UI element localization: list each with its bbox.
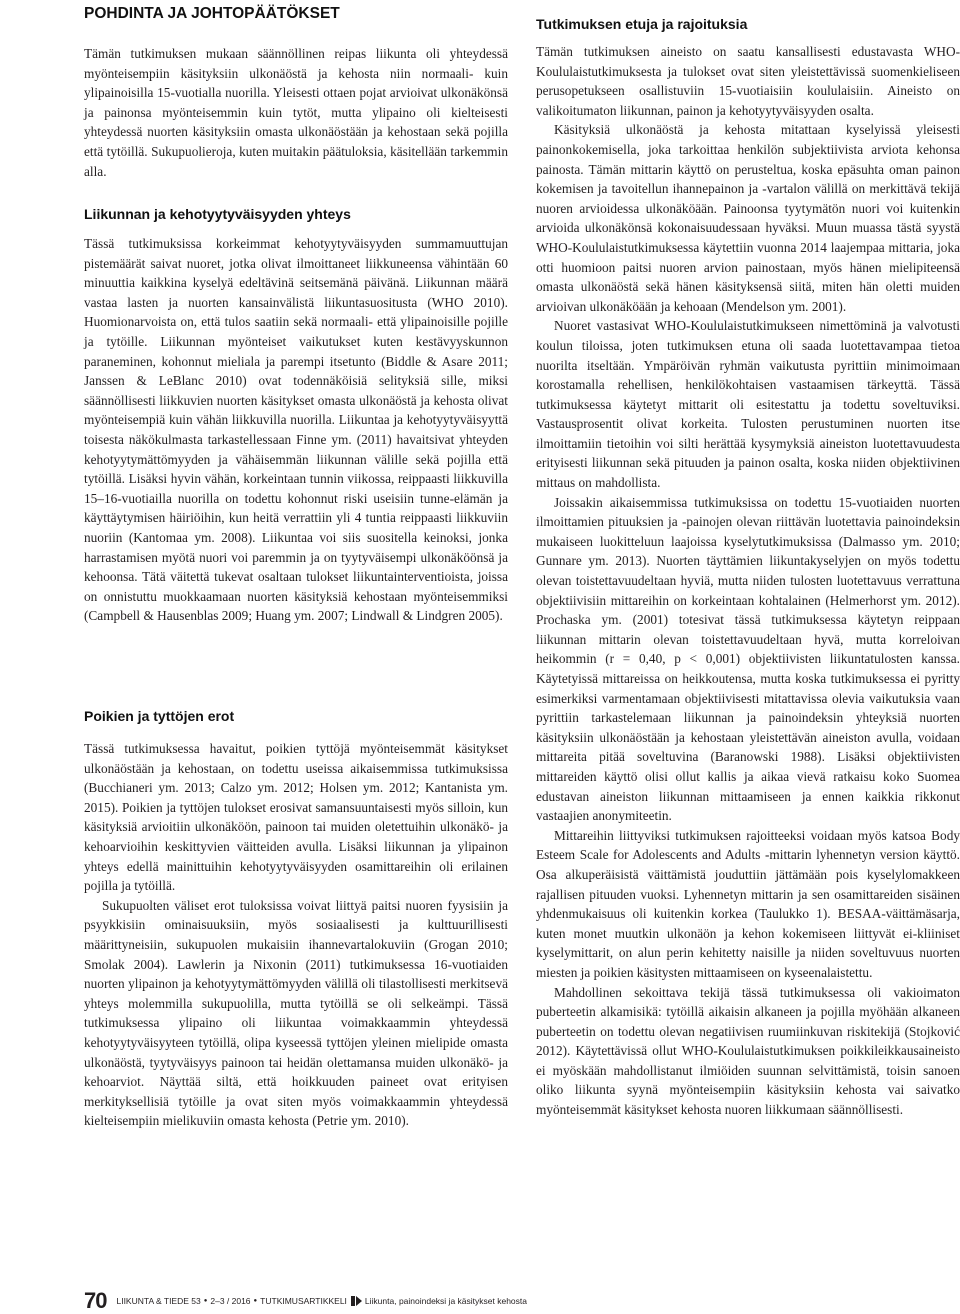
footer-article-title: Liikunta, painoindeksi ja käsitykset kehosta [364,1296,527,1306]
strengths-paragraph-5: Mittareihin liittyviksi tutkimuksen rajoitteeksi voidaan myös katsoa Body Esteem Scale for Adolescents and Adults -mittarin lyhennetyn version käyttö. Osa alkuperäisistä väittämistä jouduttiin jättämään pois kyselylomakkeen rajallisen pituuden vuoksi. Lyhennetyn mittarin ja sen osamittareiden sisäinen yhdenmukaisuus oli kuitenkin korkea (Taulukko 1). BESAA-väittämäsarja, kuten monet muutkin ulkonäön ja kehon kokemiseen liittyvät ei-kliiniset kyselymittarit, on alun perin kehitetty naisille ja niiden soveltuvuus nuorten miesten ja poikien käsitysten mittaamiseen on kyseenalaistettu. [536,827,960,980]
heading-exercise-body-satisfaction: Liikunnan ja kehotyytyväisyyden yhteys [84,206,351,222]
strengths-block [536,42,960,1120]
footer-issue: 2–3 / 2016 [210,1296,251,1306]
strengths-paragraph-1: Tämän tutkimuksen aineisto on saatu kansallisesti edustavasta WHO-Koululaistutkimuksesta ja tulokset ovat siten yleistettävissä suomenkieliseen perusopetukseen osallistuviin 15-vuotiaisiin koululaisiin. Aineisto on valikoitumaton liikunnan, painon ja kehotyytyväisyyden osalta. [536,44,960,118]
journal-logo-icon [351,1296,362,1306]
footer-section: TUTKIMUSARTIKKELI [260,1296,347,1306]
section-title-discussion: POHDINTA JA JOHTOPÄÄTÖKSET [84,5,340,22]
strengths-paragraph-6: Mahdollinen sekoittava tekijä tässä tutkimuksessa oli vakioimaton puberteetin alkamisikä: tytöillä aikaisin alkaneen ja pojilla myöhään alkaneen puberteetin on todettu olevan negatiivisen ruumiinkuvan riskitekijä (Stojković 2012). Käytettävissä ollut WHO-Koululaistutkimuksen poikkileikkausaineisto ei myöskään mahdollistanut ilmiöiden suunnan selvittämistä, toisin sanoen oliko liikunta syynä myönteisempiin käsityksiin kehosta vai saivatko myönteisemmät käsitykset kehosta nuoren liikkumaan säännöllisesti. [536,984,960,1118]
page-number: 70 [84,1288,107,1313]
strengths-paragraph-2: Käsityksiä ulkonäöstä ja kehosta mitattaan kyselyissä yleisesti painonkokemisella, joka tarkoittaa henkilön subjektiivista arviota kehonsa painosta. Tämän mittarin käyttö on perusteltua, koska epäsuhta oman painon kokemisen ja tavoitellun ihannepainon ja -vartalon välillä on merkittävä tekijä nuoren arvioidessa ulkonäköään. Painoonsa tyytymätön nuori voi kuitenkin arvioida ulkonäkönsä kokonaisuudessaan hyväksi. Muun muassa tästä syystä WHO-Koululaistutkimuksessa käytettiin vuonna 2014 laajempaa mittaria, joka otti huomioon paitsi nuoren arvion painostaan, myös hänen mielipiteensä omasta ulkonäöstä sekä hänen käsityksensä siitä, miten hän oletti muiden arvioivan ulkonäköään ja kehoaan (Mendelson ym. 2001). [536,122,960,314]
footer-journal: LIIKUNTA & TIEDE 53 [116,1296,201,1306]
page-footer [84,1288,784,1314]
intro-block [84,44,508,181]
exercise-block [84,234,508,626]
gender-paragraph-2: Sukupuolten väliset erot tuloksissa voivat liittyä paitsi nuoren fyysisiin ja psyykkisiin ominaisuuksiin, myös sosiaalisesti ja kulttuurillisesti määrittyneisiin, sukupuolen mukaisiin ihannevartalokuviin (Grogan 2010; Smolak 2004). Lawlerin ja Nixonin (2011) tutkimuksessa 16-vuotiaiden nuorten ylipainon ja kehotyytymättömyyden välillä oli tilastollisesti merkitsevä yhteys molemmilla sukupuolilla, mutta tytöillä se oli selkeämpi. Tässä tutkimuksessa ylipaino oli liikuntaa voimakkaammin yhteydessä kehotyytyväisyyteen tytöillä, olipa kyseessä tyttöjen yleinen mielipide omasta ulkonäöstä, tyytyväisyys painoon tai heidän olettamansa muiden ulkonäkö- ja kehoarviot. Näyttää siltä, että hoikkuuden paineet ovat erityisen merkityksellisiä tytöille ja ovat siten myös voimakkaammin yhteydessä kielteisempiin mielikuviin omasta kehosta (Petrie ym. 2010). [84,897,508,1129]
gender-paragraph-1: Tässä tutkimuksessa havaitut, poikien tyttöjä myönteisemmät käsitykset ulkonäöstään ja kehostaan, on todettu useissa aikaisemmissa tutkimuksissa (Bucchianeri ym. 2013; Calzo ym. 2012; Holsen ym. 2012; Kantanista ym. 2015). Poikien ja tyttöjen tulokset erosivat samansuuntaisesti myös silloin, kun käsityksiä arvioitiin ulkonäköön, painoon tai muiden oletettuihin ulkonäkö- ja kehoarvioihin keskittyvien väitteiden avulla. Lisäksi liikunnan ja ylipainon yhteys edellä mainittuihin kehotyytyväisyyden osamittareihin oli erilainen pojilla ja tytöillä. [84,741,508,894]
exercise-paragraph: Tässä tutkimuksissa korkeimmat kehotyytyväisyyden summamuuttujan pistemäärät saivat nuoret, jotka olivat ilmoittaneet liikkuneensa vähintään 60 minuuttia kaikkina kyselyä edeltävinä seitsemänä päivänä. Liikunnan määrä vastaa lasten ja nuorten kansainvälistä liikuntasuositusta (WHO 2010). Huomionarvoista on, että tulos saatiin sekä normaali- että ylipainoisille pojille ja tytöille. Liikunnan myönteiset vaikutukset kuten kestävyyskunnon paraneminen, kohonnut mieliala ja parempi itsetunto (Biddle & Asare 2011; Janssen & LeBlanc 2010) ovat todennäköisiä selityksiä sille, miksi säännöllisesti liikkuvien nuorten käsitykset omasta ulkonäöstä ja kehosta olivat myönteisempiä kuin vähän liikkuvilla nuorilla. Liikuntaa ja kehotyytyväisyyttä toisesta näkökulmasta tarkastellessaan Finne ym. (2011) havaitsivat yhteyden kehotyytymättömyyden ja vähäisemmän liikunnan välille sekä pojilla että tytöillä. Lisäksi hyvin vähän, korkeintaan tunnin viikossa, reippaasti liikkuvilla 15–16-vuotiailla nuorilla on todettu kohonnut riski useisiin tunne-elämän ja käyttäytymisen häiriöihin, kun heitä verrattiin yli 4 tuntia reippaasti liikkuviin nuoriin (Kantomaa ym. 2008). Liikuntaa voi siis suositella keinoksi, jonka harrastamisen myötä nuori voi paremmin ja on tyytyväisempi ulkonäköönsä ja kehoonsa. Tätä väitettä tukevat osaltaan tulokset liikuntainterventioista, joissa on onnistuttu muokkaamaan nuorten käsityksiä kehostaan myönteisemmiksi (Campbell & Hausenblas 2009; Huang ym. 2007; Lindwall & Lindgren 2005). [84,236,508,624]
section-title-strengths-limitations: Tutkimuksen etuja ja rajoituksia [536,16,748,32]
strengths-paragraph-4: Joissakin aikaisemmissa tutkimuksissa on todettu 15-vuotiaiden nuorten ilmoittamien pituuksien ja -painojen olevan riittävän luotettavia painoindeksin mukaiseen luokitteluun laajoissa kyselytutkimuksissa (Dalmasso ym. 2010; Gunnare ym. 2013). Nuorten täyttämien liikuntakyselyjen on myös todettu olevan toistettavuudeltaan hyviä, mutta niiden tulosten luotettavuus verrattuna objektiivisiin mittareihin on korkeintaan kohtalainen (Helmerhorst ym. 2012). Prochaska ym. (2001) totesivat tässä tutkimuksessa käytetyn reippaan liikunnan mittarin olevan toistettavuudeltaan hyvä, mutta korreloivan heikommin (r = 0,40, p < 0,001) objektiivisten liikuntatulosten kanssa. Käytetyissä mittareissa on heikkoutensa, mutta koska tutkimuksessa ei pyritty esimerkiksi varmentamaan objektiivisesti mitattavissa olevia vaikutuksia vaan pyrittiin tarkastelemaan liikunnan ja painoindeksin yhteyksiä nuorten käsityksiin ulkonäöstään ja kehostaan yleistettävän aineiston avulla, voidaan mittareita pitää soveltuvina (Baranowski 1988). Lisäksi objektiivisten mittareiden käyttö olisi ollut kallis ja aikaa vievä ratkaisu koko Suomea edustavan aineiston liikunnan mittaamiseen ja ennen kaikkia rikkonut vastaajien anonymiteetin. [536,494,960,824]
strengths-paragraph-3: Nuoret vastasivat WHO-Koululaistutkimukseen nimettöminä ja valvotusti koulun tiloissa, joten tutkimuksen etuna oli saada luotettavampaa tietoa nuorilta itseltään. Ympäröivän ryhmän vaikutusta pyrittiin minimoimaan korostamalla rehellisen, henkilökohtaisen vastaamisen tärkeyttä. Tässä tutkimuksessa käytetyt mittarit oli esitestattu ja todettu soveltuviksi. Vastausprosentit olivat korkeita. Tulosten perustuminen nuorten itse ilmoittamiin tietoihin voi silti herättää kysymyksiä aineiston luotettavuudesta erityisesti liikunnan sekä pituuden ja painon osalta, koska niiden objektiivinen mittaus on mahdollista. [536,318,960,491]
footer-separator-dot: ● [253,1298,258,1304]
heading-gender-differences: Poikien ja tyttöjen erot [84,708,235,724]
footer-separator-dot: ● [203,1298,208,1304]
gender-block [84,739,508,1131]
intro-paragraph: Tämän tutkimuksen mukaan säännöllinen reipas liikunta oli yhteydessä myönteisempiin käsityksiin ulkonäöstä ja kehosta niin normaali- kuin ylipainoisilla 15-vuotialla nuorilla. Yleisesti ottaen pojat arvioivat ulkonäkönsä ja painonsa myönteisemmin kuin tytöt, mutta ylipaino oli kielteisesti yhteydessä nuorten käsityksiin omasta ulkonäöstään ja kehostaan sekä pojilla että tytöillä. Sukupuolieroja, kuten muitakin päätuloksia, käsitellään tarkemmin alla. [84,46,508,179]
